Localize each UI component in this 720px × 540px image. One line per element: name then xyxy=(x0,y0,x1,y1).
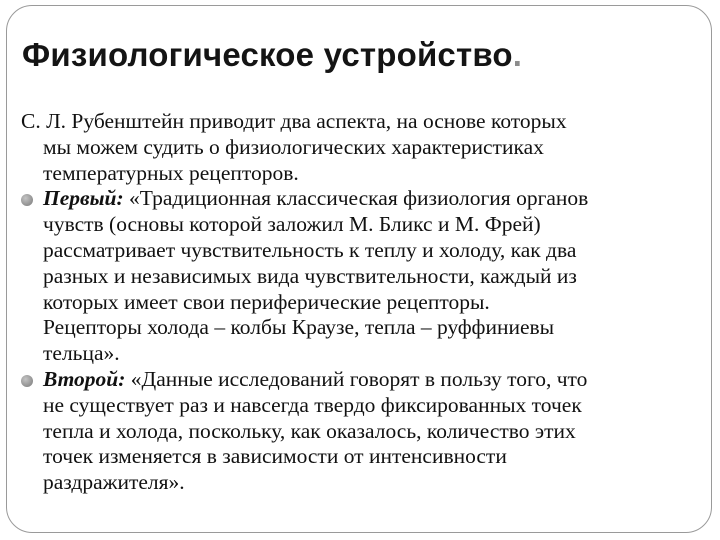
bullet-line: рассматривает чувствительность к теплу и холоду, как два xyxy=(43,237,577,262)
slide-body xyxy=(0,109,700,496)
bullet-line: точек изменяется в зависимости от интенсивности xyxy=(43,444,507,469)
bullet-line: разных и независимых вида чувствительности, каждый из xyxy=(43,263,577,288)
intro-paragraph xyxy=(0,109,700,186)
slide-title xyxy=(22,36,522,74)
intro-line: мы можем судить о физиологических характеристиках xyxy=(43,134,544,159)
bullet-line: тельца». xyxy=(43,341,120,366)
title-dot: . xyxy=(512,36,523,73)
bullet-line: которых имеет свои периферические рецепторы. xyxy=(43,289,490,314)
bullet-line: не существует раз и навсегда твердо фиксированных точек xyxy=(43,392,582,417)
slide-title-text: Физиологическое устройство xyxy=(22,36,513,73)
bullet-line: «Данные исследований говорят в пользу того, что xyxy=(125,366,588,391)
intro-line: температурных рецепторов. xyxy=(43,160,299,185)
bullet-line: «Традиционная классическая физиология органов xyxy=(123,186,589,211)
bullet-item-second xyxy=(0,367,700,496)
bullet-line: Рецепторы холода – колбы Краузе, тепла – руффиниевы xyxy=(43,315,555,340)
bullet-lead: Первый: xyxy=(43,186,124,211)
bullet-line: тепла и холода, поскольку, как оказалось, количество этих xyxy=(43,418,576,443)
intro-line: С. Л. Рубенштейн приводит два аспекта, на основе которых xyxy=(21,109,567,133)
round-bullet-icon xyxy=(21,194,33,206)
bullet-lead: Второй: xyxy=(43,366,126,391)
bullet-line: чувств (основы которой заложил М. Бликс и М. Фрей) xyxy=(43,212,541,237)
bullet-line: раздражителя». xyxy=(43,470,185,495)
bullet-item-first xyxy=(0,186,700,367)
round-bullet-icon xyxy=(21,375,33,387)
